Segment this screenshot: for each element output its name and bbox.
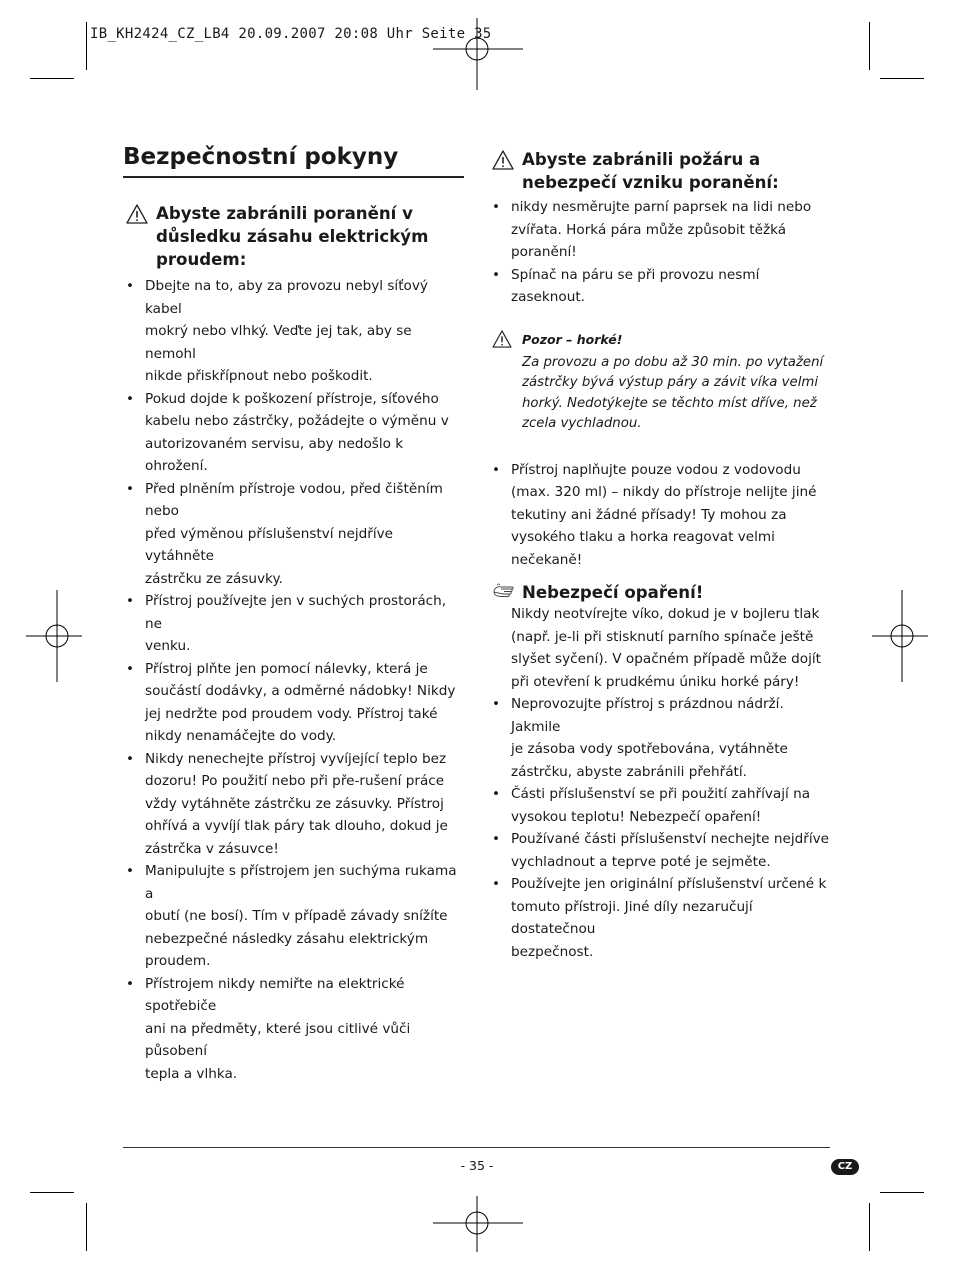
list-item — [489, 459, 831, 572]
text-line: součástí dodávky, a odměrné nádobky! Nikdy — [145, 683, 456, 699]
text-line: Před plněním přístroje vodou, před čištěním nebo — [145, 480, 443, 519]
heading-line: proudem: — [156, 250, 247, 269]
bullet: • — [126, 750, 135, 767]
bullet: • — [492, 831, 501, 847]
bullet: • — [126, 480, 135, 497]
bullet: • — [126, 390, 135, 407]
heading-line: důsledku zásahu elektrickým — [156, 227, 429, 246]
text-line: Pokud dojde k poškození přístroje, síťového — [145, 390, 439, 407]
caution-line: Za provozu a po dobu až 30 min. po vytažení — [522, 354, 824, 370]
text-line: tekutiny ani žádné přísady! Ty mohou za — [511, 506, 787, 523]
text-line: vychladnout a teprve poté je sejměte. — [511, 853, 771, 870]
text-line: mokrý nebo vlhký. Veďte jej tak, aby se nemohl — [145, 323, 412, 362]
caution-title: Pozor – horké! — [522, 331, 623, 347]
bullet: • — [492, 199, 501, 215]
list-item — [123, 973, 465, 1086]
bullet: • — [492, 266, 501, 283]
list-item — [489, 264, 831, 309]
text-line: venku. — [145, 638, 191, 654]
scald-intro — [489, 603, 831, 693]
text-line: nečekaně! — [511, 551, 583, 568]
fire-list — [489, 196, 831, 309]
heading-line: Abyste zabránili poranění v — [156, 204, 413, 223]
caution-text — [489, 353, 831, 435]
bullet: • — [126, 278, 135, 294]
list-item — [489, 873, 831, 963]
footer-rule — [123, 1147, 830, 1148]
list-item — [123, 590, 465, 658]
text-line: nebezpečné následky zásahu elektrickým — [145, 930, 429, 947]
bullet: • — [126, 593, 135, 609]
list-item — [123, 388, 465, 478]
text-line: Nikdy nenechejte přístroj vyvíjející teplo bez — [145, 750, 447, 767]
caution-line: horký. Nedotýkejte se těchto míst dříve, než — [522, 395, 817, 411]
text-line: (max. 320 ml) – nikdy do přístroje nelijte jiné — [511, 484, 817, 500]
text-line: při otevření k prudkému úniku horké páry! — [511, 673, 800, 690]
list-item — [123, 748, 465, 861]
bullet: • — [126, 660, 135, 677]
text-line: obutí (ne bosí). Tím v případě závady snížíte — [145, 908, 448, 924]
text-line: Nikdy neotvírejte víko, dokud je v bojleru tlak — [511, 606, 820, 622]
list-item — [489, 196, 831, 264]
text-line: zástrčka v zásuvce! — [145, 840, 279, 857]
caution-line: zcela vychladnou. — [522, 416, 642, 431]
fire-heading — [489, 148, 831, 194]
warning-triangle-icon — [492, 150, 514, 176]
scald-heading-text: Nebezpečí opaření! — [522, 583, 704, 602]
list-item — [123, 275, 465, 388]
bullet: • — [492, 696, 501, 712]
text-line: Používejte jen originální příslušenství určené k — [511, 876, 827, 892]
bullet: • — [126, 863, 135, 879]
warning-triangle-icon — [492, 330, 512, 354]
registration-mark-bottom — [433, 1196, 523, 1252]
language-badge: CZ — [831, 1159, 859, 1175]
text-line: (např. je-li při stisknutí parního spínače ještě — [511, 628, 814, 645]
text-line: ohřívá a vyvíjí tlak páry tak dlouho, dokud je — [145, 818, 448, 834]
fill-water-list — [489, 459, 831, 572]
text-line: vysokého tlaku a horka reagovat velmi — [511, 529, 775, 545]
heading-line: Abyste zabránili požáru a — [522, 150, 761, 169]
list-item — [123, 860, 465, 973]
text-line: poranění! — [511, 244, 577, 260]
text-line: bezpečnost. — [511, 943, 594, 960]
electric-shock-heading — [123, 202, 465, 271]
text-line: je zásoba vody spotřebována, vytáhněte — [511, 741, 788, 757]
warning-triangle-icon — [126, 204, 148, 230]
text-line: zástrčku ze zásuvky. — [145, 570, 283, 587]
text-line: vždy vytáhněte zástrčku ze zásuvky. Přístroj — [145, 795, 444, 812]
text-line: Přístrojem nikdy nemiřte na elektrické spotřebiče — [145, 975, 405, 1014]
page-number: - 35 - — [460, 1158, 494, 1173]
list-item — [489, 693, 831, 783]
text-line: tomuto přístroji. Jiné díly nezaručují dostatečnou — [511, 898, 753, 937]
print-header: IB_KH2424_CZ_LB4 20.09.2007 20:08 Uhr Seite 35 — [90, 26, 492, 42]
electric-shock-list — [123, 275, 465, 1085]
text-line: ani na předměty, které jsou citlivé vůči působení — [145, 1020, 411, 1059]
list-item — [489, 828, 831, 873]
registration-mark-left — [26, 590, 82, 682]
text-line: Části příslušenství se při použití zahřívají na — [511, 786, 811, 802]
list-item — [489, 783, 831, 828]
scald-heading — [489, 581, 831, 604]
registration-mark-top — [433, 18, 523, 90]
list-item — [123, 478, 465, 591]
text-line: Používané části příslušenství nechejte nejdříve — [511, 831, 830, 847]
text-line: autorizovaném servisu, aby nedošlo k ohrožení. — [145, 435, 404, 474]
caution-heading — [489, 330, 831, 350]
text-line: Přístroj plňte jen pomocí nálevky, která je — [145, 660, 428, 677]
list-item — [123, 658, 465, 748]
text-line: Neprovozujte přístroj s prázdnou nádrží. Jakmile — [511, 696, 784, 735]
text-line: zvířata. Horká pára může způsobit těžká — [511, 221, 787, 238]
bullet: • — [492, 461, 501, 478]
text-line: před výměnou příslušenství nejdříve vytáhněte — [145, 525, 394, 564]
right-column — [489, 148, 831, 963]
text-line: jej nedržte pod proudem vody. Přístroj také — [145, 705, 438, 722]
text-line: dozoru! Po použití nebo při pře-rušení práce — [145, 773, 445, 789]
text-line: nikdy nenamáčejte do vody. — [145, 728, 337, 744]
text-line: kabelu nebo zástrčky, požádejte o výměnu v — [145, 413, 449, 429]
text-line: nikdy nesměrujte parní paprsek na lidi nebo — [511, 199, 812, 215]
text-line: vysokou teplotu! Nebezpečí opaření! — [511, 808, 762, 825]
bullet: • — [492, 876, 501, 892]
text-line: nikde přiskřípnout nebo poškodit. — [145, 368, 373, 384]
scald-list — [489, 693, 831, 963]
text-line: tepla a vlhka. — [145, 1065, 238, 1082]
left-column — [123, 144, 465, 1085]
text-line: proudem. — [145, 953, 211, 969]
text-line: Dbejte na to, aby za provozu nebyl síťový kabel — [145, 278, 428, 317]
bullet: • — [492, 786, 501, 802]
bullet: • — [126, 975, 135, 992]
heading-line: nebezpečí vzniku poranění: — [522, 173, 779, 192]
text-line: Manipulujte s přístrojem jen suchýma rukama a — [145, 863, 457, 902]
text-line: zástrčku, abyste zabránili přehřátí. — [511, 763, 747, 780]
text-line: Přístroj naplňujte pouze vodou z vodovodu — [511, 461, 801, 478]
text-line: Spínač na páru se při provozu nesmí zaseknout. — [511, 266, 760, 305]
text-line: Přístroj používejte jen v suchých prostorách, ne — [145, 593, 447, 632]
page-title: Bezpečnostní pokyny — [123, 144, 464, 178]
caution-hot-block — [489, 330, 831, 435]
registration-mark-right — [872, 590, 928, 682]
text-line: slyšet syčení). V opačném případě může dojít — [511, 651, 821, 667]
caution-line: zástrčky bývá výstup páry a závit víka velmi — [522, 375, 819, 390]
hand-icon — [492, 583, 516, 609]
